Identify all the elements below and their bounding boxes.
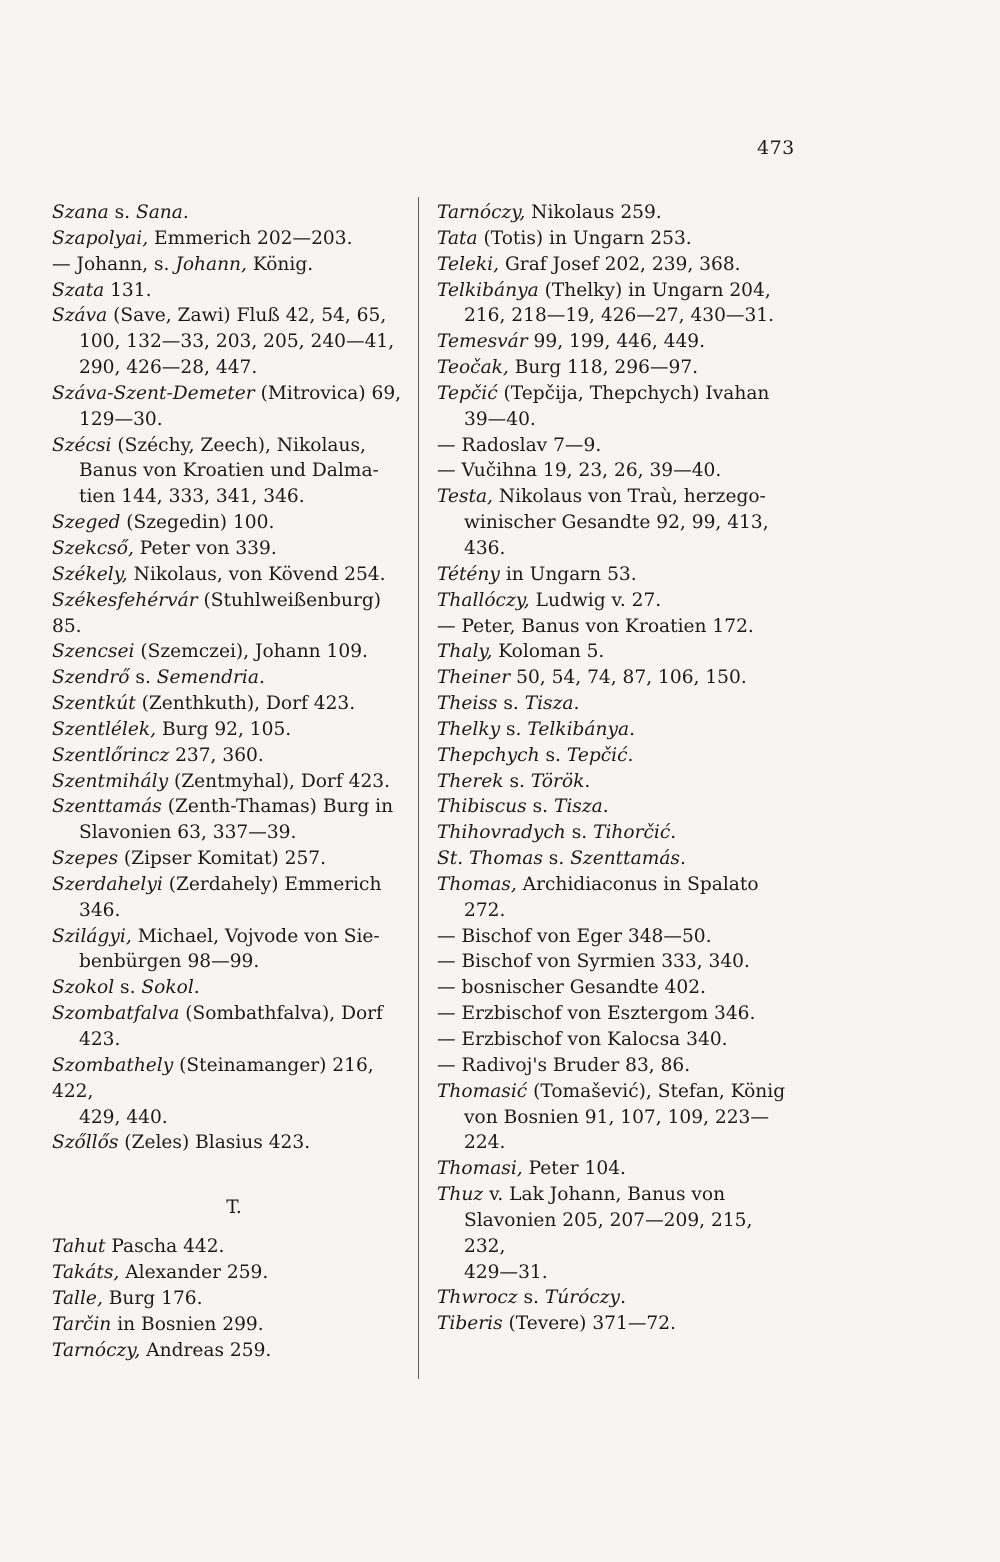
index-entry-first-line [437,977,706,998]
index-entry-text: s. [497,693,525,715]
index-headword: Szokol [52,977,115,999]
index-cross-reference: Tepčić [566,744,628,766]
index-headword: Szilágyi, [52,925,132,947]
index-entry-first-line [437,590,661,611]
index-entry-first-line [52,771,390,792]
index-entry [52,381,406,433]
index-entry [437,458,795,484]
index-entry [437,794,795,820]
index-entry-first-line [437,564,637,585]
index-entry-text: (Zipser Komitat) 257. [118,848,327,870]
index-entry-tail: . [193,977,200,999]
index-entry [52,1001,406,1053]
index-entry-text: Nikolaus von Traù, herzego- [492,486,766,508]
index-entry [437,252,795,278]
index-entry-text: s. [542,848,571,870]
index-entry-text: s. [526,796,554,818]
index-headword: Theiner [437,667,511,689]
index-entry-continuation: 100, 132—33, 203, 205, 240—41, 290, 426—28, 447. [79,331,395,379]
index-headword: Therek [437,770,504,792]
index-entry [437,278,795,330]
index-entry-text: (Tomašević), Stefan, König [527,1080,786,1102]
index-headword: Thaly, [437,641,493,663]
index-cross-reference: Tihorčić [593,822,671,844]
index-entry-first-line [52,564,386,585]
index-entry-text: Emmerich 202—203. [148,227,353,249]
index-entry [52,562,406,588]
index-entry-text: Andreas 259. [140,1339,272,1361]
index-entry-first-line [437,331,705,352]
index-headword: Telkibánya [437,279,539,301]
index-entry [52,846,406,872]
index-entry-text: Nikolaus, von Kövend 254. [127,563,386,585]
index-entry [52,510,406,536]
index-entry-first-line [52,796,393,817]
index-entry [52,200,406,226]
index-headword: Szencsei [52,641,135,663]
index-headword: Székely, [52,563,128,585]
index-entry [437,743,795,769]
index-entry-continuation: Slavonien 63, 337—39. [79,822,297,844]
index-entry-continuation: benbürgen 98—99. [79,951,260,973]
index-cross-reference: Tisza [553,796,603,818]
index-entry [52,769,406,795]
index-entry-text: Graf Josef 202, 239, 368. [499,253,741,275]
index-entry-text: Alexander 259. [119,1262,269,1284]
index-entry [52,1234,406,1260]
index-entry-first-line [52,1340,271,1361]
index-entry-first-line [437,254,741,275]
index-headword: Temesvár [437,331,528,353]
index-cross-reference: Sana [135,202,183,223]
index-cross-reference: Török [530,770,585,792]
index-entry-text: — Erzbischof von Kalocsa 340. [437,1029,728,1050]
index-entry-text: 131. [104,279,152,301]
index-entry-text: — Bischof von Eger 348—50. [437,925,712,947]
index-entry-first-line [437,1184,725,1205]
index-entry-text: Burg 92, 105. [156,718,292,740]
index-entry-text: (Steinamanger) 216, 422, [52,1054,374,1102]
index-entry [437,872,795,924]
index-list-s [52,200,406,1156]
index-headword: Szombathely [52,1054,174,1076]
index-entry-tail: . [627,744,634,766]
index-entry-first-line [437,486,766,507]
index-headword: Szerdahelyi [52,873,163,895]
index-entry-text: Archidiaconus in Spalato [516,873,759,895]
index-entry [437,949,795,975]
index-entry-text: (Totis) in Ungarn 253. [477,227,692,249]
index-cross-reference: Sokol [141,977,194,999]
index-headword: Teleki, [437,253,500,275]
index-entry [52,717,406,743]
index-entry [437,769,795,795]
index-entry-first-line [437,460,721,481]
index-cross-reference: Szenttamás [570,848,680,870]
index-headword: Tahut [52,1236,106,1258]
index-headword: Szenttamás [52,796,162,818]
index-entry-text: (Tepčija, Thepchych) Ivahan [497,382,770,404]
index-entry-continuation: Banus von Kroatien und Dalma- tien 144, 333, 341, 346. [79,460,379,508]
index-entry-text: (Szemczei), Johann 109. [134,641,368,663]
index-entry [437,355,795,381]
index-entry [52,924,406,976]
index-headword: Szendrő [52,667,130,689]
index-entry [437,381,795,433]
index-cross-reference: Johann, [175,253,247,275]
index-entry-first-line [437,1029,728,1050]
index-entry [437,665,795,691]
index-entry-text: 50, 54, 74, 87, 106, 150. [510,667,747,689]
index-entry-first-line [437,848,686,869]
index-headword: Szentlélek, [52,718,157,740]
index-entry-text: s. [108,202,136,223]
index-entry-first-line [437,771,590,792]
index-entry [437,1156,795,1182]
index-headword: Székesfehérvár [52,589,198,611]
index-entry-text: (Mitrovica) 69, [254,382,402,404]
index-entry-first-line [52,926,380,947]
index-entry-text: — bosnischer Gesandte 402. [437,977,706,999]
index-entry [52,872,406,924]
index-headword: Tepčić [437,382,498,404]
index-entry-first-line [437,1081,785,1102]
index-entry-tail: . [182,202,189,223]
index-entry-text: (Save, Zawi) Fluß 42, 54, 65, [107,305,387,327]
index-entry [437,562,795,588]
index-entry-first-line [437,693,579,714]
index-entry-tail: . [670,822,677,844]
index-entry-first-line [437,1055,690,1076]
index-entry-text: Peter von 339. [133,537,277,559]
index-entry-text: Ludwig v. 27. [529,589,662,611]
index-entry [52,1286,406,1312]
index-headword: Testa, [437,486,493,508]
index-entry-first-line [437,796,609,817]
index-entry-first-line [52,745,264,766]
index-entry-first-line [437,1158,626,1179]
index-entry-first-line [52,305,386,326]
index-headword: Tarnóczy, [52,1339,141,1361]
index-headword: Tarčin [52,1313,112,1335]
index-entry-continuation: winischer Gesandte 92, 99, 413, 436. [464,512,769,559]
index-headword: Thomasi, [437,1158,523,1180]
index-headword: Tarnóczy, [437,202,526,223]
index-entry [437,1182,795,1285]
index-entry-tail: . [573,693,580,715]
index-entry-first-line [437,435,601,456]
index-entry-first-line [52,1236,224,1257]
index-entry-first-line [52,435,366,456]
index-headword: Theiss [437,693,498,715]
index-entry-continuation: 429, 440. [79,1106,168,1128]
index-entry-tail: . [629,718,635,740]
index-entry-continuation: Slavonien 205, 207—209, 215, 232, 429—31. [464,1209,753,1283]
index-entry-first-line [437,383,769,404]
index-entry-text: Pascha 442. [105,1236,225,1258]
index-headword: Szécsi [52,434,112,456]
index-entry-first-line [52,512,274,533]
index-entry-text: 237, 360. [169,744,264,766]
index-entry [52,639,406,665]
index-headword: Szombatfalva [52,1003,180,1025]
index-entry-text: (Tevere) 371—72. [502,1313,676,1335]
index-entry-text: (Zentmyhal), Dorf 423. [168,770,391,792]
index-entry-first-line [52,228,353,249]
index-entry [437,1053,795,1079]
index-entry [52,252,406,278]
index-entry-text: Burg 118, 296—97. [508,357,699,379]
index-entry [437,614,795,640]
index-entry-text: (Széchy, Zeech), Nikolaus, [111,434,366,456]
index-entry-first-line [437,822,676,843]
index-entry-text: — Radivoj's Bruder 83, 86. [437,1054,691,1076]
index-entry [437,1079,795,1157]
index-entry-continuation: 39—40. [464,408,536,430]
index-entry-text: (Zenthkuth), Dorf 423. [135,693,356,715]
index-entry-text: — Peter, Banus von Kroatien 172. [437,615,754,637]
index-headword: Thomasić [437,1080,528,1102]
index-entry-first-line [52,641,368,662]
index-entry-first-line [437,667,747,688]
index-entry [52,665,406,691]
index-entry [52,1130,406,1156]
index-entry [437,717,795,743]
index-entry-first-line [437,1313,676,1334]
index-entry-text: Michael, Vojvode von Sie- [131,925,380,947]
index-entry-text: (Stuhlweißenburg) 85. [52,589,382,637]
index-entry [437,329,795,355]
index-cross-reference: Semendria [156,667,259,689]
index-entry-text: (Zenth-Thamas) Burg in [161,796,394,818]
index-entry-continuation: 346. [79,899,121,921]
index-entry-first-line [52,590,381,637]
index-headword: Thepchych [437,744,540,766]
index-entry [52,588,406,640]
index-headword: Thallóczy, [437,589,530,611]
section-letter-heading: T. [226,1197,242,1219]
index-entry-continuation: von Bosnien 91, 107, 109, 223— 224. [464,1106,769,1154]
index-entry [437,639,795,665]
index-entry-text: — Erzbischof von Esztergom 346. [437,1003,756,1025]
index-entry-text: — Vučihna 19, 23, 26, 39—40. [437,460,722,482]
column-divider [418,197,419,1379]
index-entry-first-line [437,745,633,766]
index-entry-text: s. [500,718,528,740]
page-number: 473 [757,137,795,159]
index-entry-text: s. [565,822,594,844]
index-entry-text: s. [517,1287,545,1309]
index-entry [437,226,795,252]
index-entry [437,1311,795,1337]
index-headword: Szapolyai, [52,227,149,249]
index-headword: Thuz [437,1184,484,1206]
index-list-t-continued [437,200,795,1337]
index-entry [437,1001,795,1027]
index-cross-reference: Túróczy [544,1287,621,1309]
index-entry-first-line [437,357,698,378]
index-entry-text: v. Lak Johann, Banus von [483,1184,726,1206]
index-entry [437,200,795,226]
index-entry-text: s. [539,744,567,766]
index-headword: Szepes [52,848,118,870]
index-entry-first-line [52,719,291,740]
index-entry-first-line [437,228,692,249]
index-entry-first-line [437,641,604,662]
index-headword: Tiberis [437,1313,503,1335]
index-entry [52,303,406,381]
index-entry-first-line [52,1132,310,1153]
right-column [437,200,795,1337]
index-entry-text: — Bischof von Syrmien 333, 340. [437,951,750,973]
index-entry-first-line [52,383,401,404]
index-headword: Szekcső, [52,537,134,559]
index-entry [52,1312,406,1338]
index-headword: St. Thomas [437,848,543,870]
index-entry [437,924,795,950]
index-entry-text: (Thelky) in Ungarn 204, [538,279,771,301]
index-entry-tail: . [620,1287,626,1309]
index-entry-text: s. [114,977,142,999]
index-headword: Szeged [52,512,121,534]
index-entry [52,1338,406,1364]
index-entry-first-line [437,202,662,223]
index-entry-text: in Ungarn 53. [499,563,637,585]
index-cross-reference: Telkibánya [527,718,630,740]
index-entry-text: (Zeles) Blasius 423. [118,1132,311,1154]
index-entry [437,1027,795,1053]
index-entry-first-line [52,1262,268,1283]
index-entry-text: 99, 199, 446, 449. [527,331,706,353]
index-entry-continuation: 272. [464,899,506,921]
index-entry [52,975,406,1001]
index-entry [52,278,406,304]
index-entry-first-line [52,848,326,869]
index-headword: Szentlőrincz [52,744,170,766]
index-entry [52,1260,406,1286]
index-entry-first-line [52,538,277,559]
index-entry-first-line [437,1287,626,1308]
index-entry [52,794,406,846]
index-entry [437,691,795,717]
index-entry-text: — Johann, s. [52,253,176,275]
index-headword: Thwrocz [437,1287,518,1309]
index-entry-tail: König. [246,253,314,275]
index-headword: Teočak, [437,357,509,379]
index-headword: Szana [52,202,109,223]
index-entry-text: Koloman 5. [492,641,605,663]
index-entry [437,1285,795,1311]
index-entry-text: in Bosnien 299. [111,1313,264,1335]
index-headword: Thihovradych [437,822,566,844]
index-list-t [52,1234,406,1363]
left-column [52,200,406,1363]
index-entry-first-line [437,280,771,301]
index-entry [437,433,795,459]
index-headword: Szentkút [52,693,136,715]
index-entry-continuation: 423. [79,1029,121,1050]
index-entry-text: Burg 176. [102,1287,203,1309]
index-entry-continuation: 216, 218—19, 426—27, 430—31. [464,305,775,327]
index-entry [437,846,795,872]
index-headword: Szőllős [52,1132,119,1154]
index-entry-continuation: 129—30. [79,408,163,430]
index-entry [52,226,406,252]
index-entry-text: (Sombathfalva), Dorf [179,1003,383,1025]
index-entry-first-line [52,1314,264,1335]
index-entry-text: (Szegedin) 100. [120,512,275,534]
index-headword: Talle, [52,1287,103,1309]
index-entry-first-line [437,951,750,972]
index-entry-tail: . [258,667,265,689]
index-headword: Tétény [437,563,500,585]
index-entry-first-line [437,616,754,637]
index-entry-first-line [52,1003,383,1024]
index-entry [437,484,795,562]
index-headword: Száva [52,305,108,327]
index-entry [52,743,406,769]
index-entry-text: Peter 104. [522,1158,626,1180]
index-entry-text: (Zerdahely) Emmerich [162,873,382,895]
index-entry-first-line [52,693,355,714]
index-headword: Thibiscus [437,796,527,818]
index-headword: Száva-Szent-Demeter [52,382,255,404]
index-entry [437,975,795,1001]
index-entry-text: s. [129,667,157,689]
index-headword: Thelky [437,718,501,740]
index-cross-reference: Tisza [524,693,574,715]
index-headword: Szata [52,279,105,301]
index-entry-first-line [52,667,265,688]
index-entry-first-line [437,1003,755,1024]
index-entry-text: — Radoslav 7—9. [437,434,602,456]
index-entry-tail: . [602,796,609,818]
index-entry-first-line [437,874,759,895]
index-headword: Thomas, [437,873,517,895]
index-entry-first-line [52,202,189,223]
index-entry [52,433,406,511]
index-entry-text: Nikolaus 259. [525,202,662,223]
index-entry-first-line [52,874,381,895]
index-headword: Szentmihály [52,770,169,792]
index-entry-text: s. [503,770,531,792]
index-entry [437,588,795,614]
index-entry-first-line [52,254,313,275]
index-entry [52,1053,406,1131]
index-entry-first-line [52,977,200,998]
index-entry-tail: . [584,770,591,792]
index-headword: Tata [437,227,478,249]
index-entry [52,536,406,562]
index-entry [437,820,795,846]
index-headword: Takáts, [52,1262,120,1284]
index-entry-first-line [52,1288,203,1309]
index-entry-first-line [437,719,635,740]
index-entry-first-line [437,926,712,947]
index-entry-first-line [52,280,152,301]
index-entry-tail: . [679,848,686,870]
index-entry-first-line [52,1055,374,1102]
index-entry [52,691,406,717]
